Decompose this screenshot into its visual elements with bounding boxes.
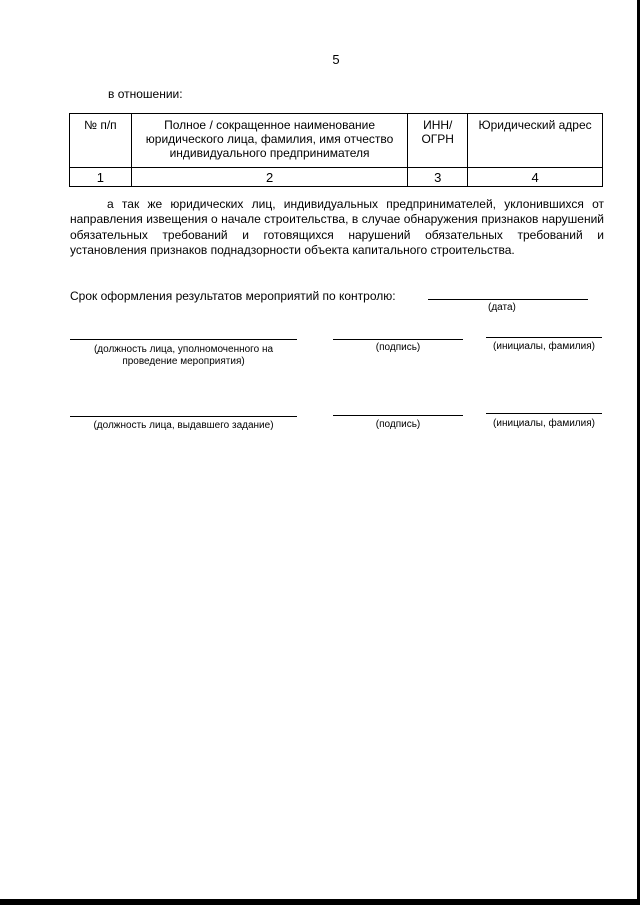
header-inn-ogrn: ИНН/ ОГРН [408,114,468,168]
table-cell: 4 [468,168,603,187]
signature-line [333,339,463,340]
page-number: 5 [332,52,340,67]
intro-text: в отношении: [108,87,183,101]
table-cell: 2 [131,168,407,187]
signature-caption: (подпись) [375,342,421,353]
date-caption: (дата) [488,302,516,313]
position-caption: (должность лица, уполномоченного на проведение мероприятия) [93,344,274,367]
page-edge-bottom [0,899,640,905]
table-cell: 3 [408,168,468,187]
signature-caption: (подпись) [375,419,421,430]
deadline-date-line [428,299,588,300]
position-line [70,339,297,340]
header-legal-address: Юридический адрес [468,114,603,168]
position-line [70,416,297,417]
deadline-label: Срок оформления результатов мероприятий по контролю: [70,289,396,303]
table-row [70,168,603,187]
name-caption: (инициалы, фамилия) [493,418,595,429]
header-entity-name: Полное / сокращенное наименование юридического лица, фамилия, имя отчество индивидуального предпринимателя [131,114,407,168]
name-line [486,413,602,414]
entities-table [69,113,603,187]
body-paragraph: а так же юридических лиц, индивидуальных предпринимателей, уклонившихся от направления извещения о начале строительства, в случае обнаружения признаков нарушений обязательных требований и готовящихся нарушений обязательных требований и установления признаков поднадзорности объекта капитального строительства. [70,197,604,258]
header-number: № п/п [70,114,132,168]
position-caption: (должность лица, выдавшего задание) [93,420,274,431]
name-caption: (инициалы, фамилия) [493,341,595,352]
table-header-row [70,114,603,168]
name-line [486,337,602,338]
table-cell: 1 [70,168,132,187]
signature-line [333,415,463,416]
